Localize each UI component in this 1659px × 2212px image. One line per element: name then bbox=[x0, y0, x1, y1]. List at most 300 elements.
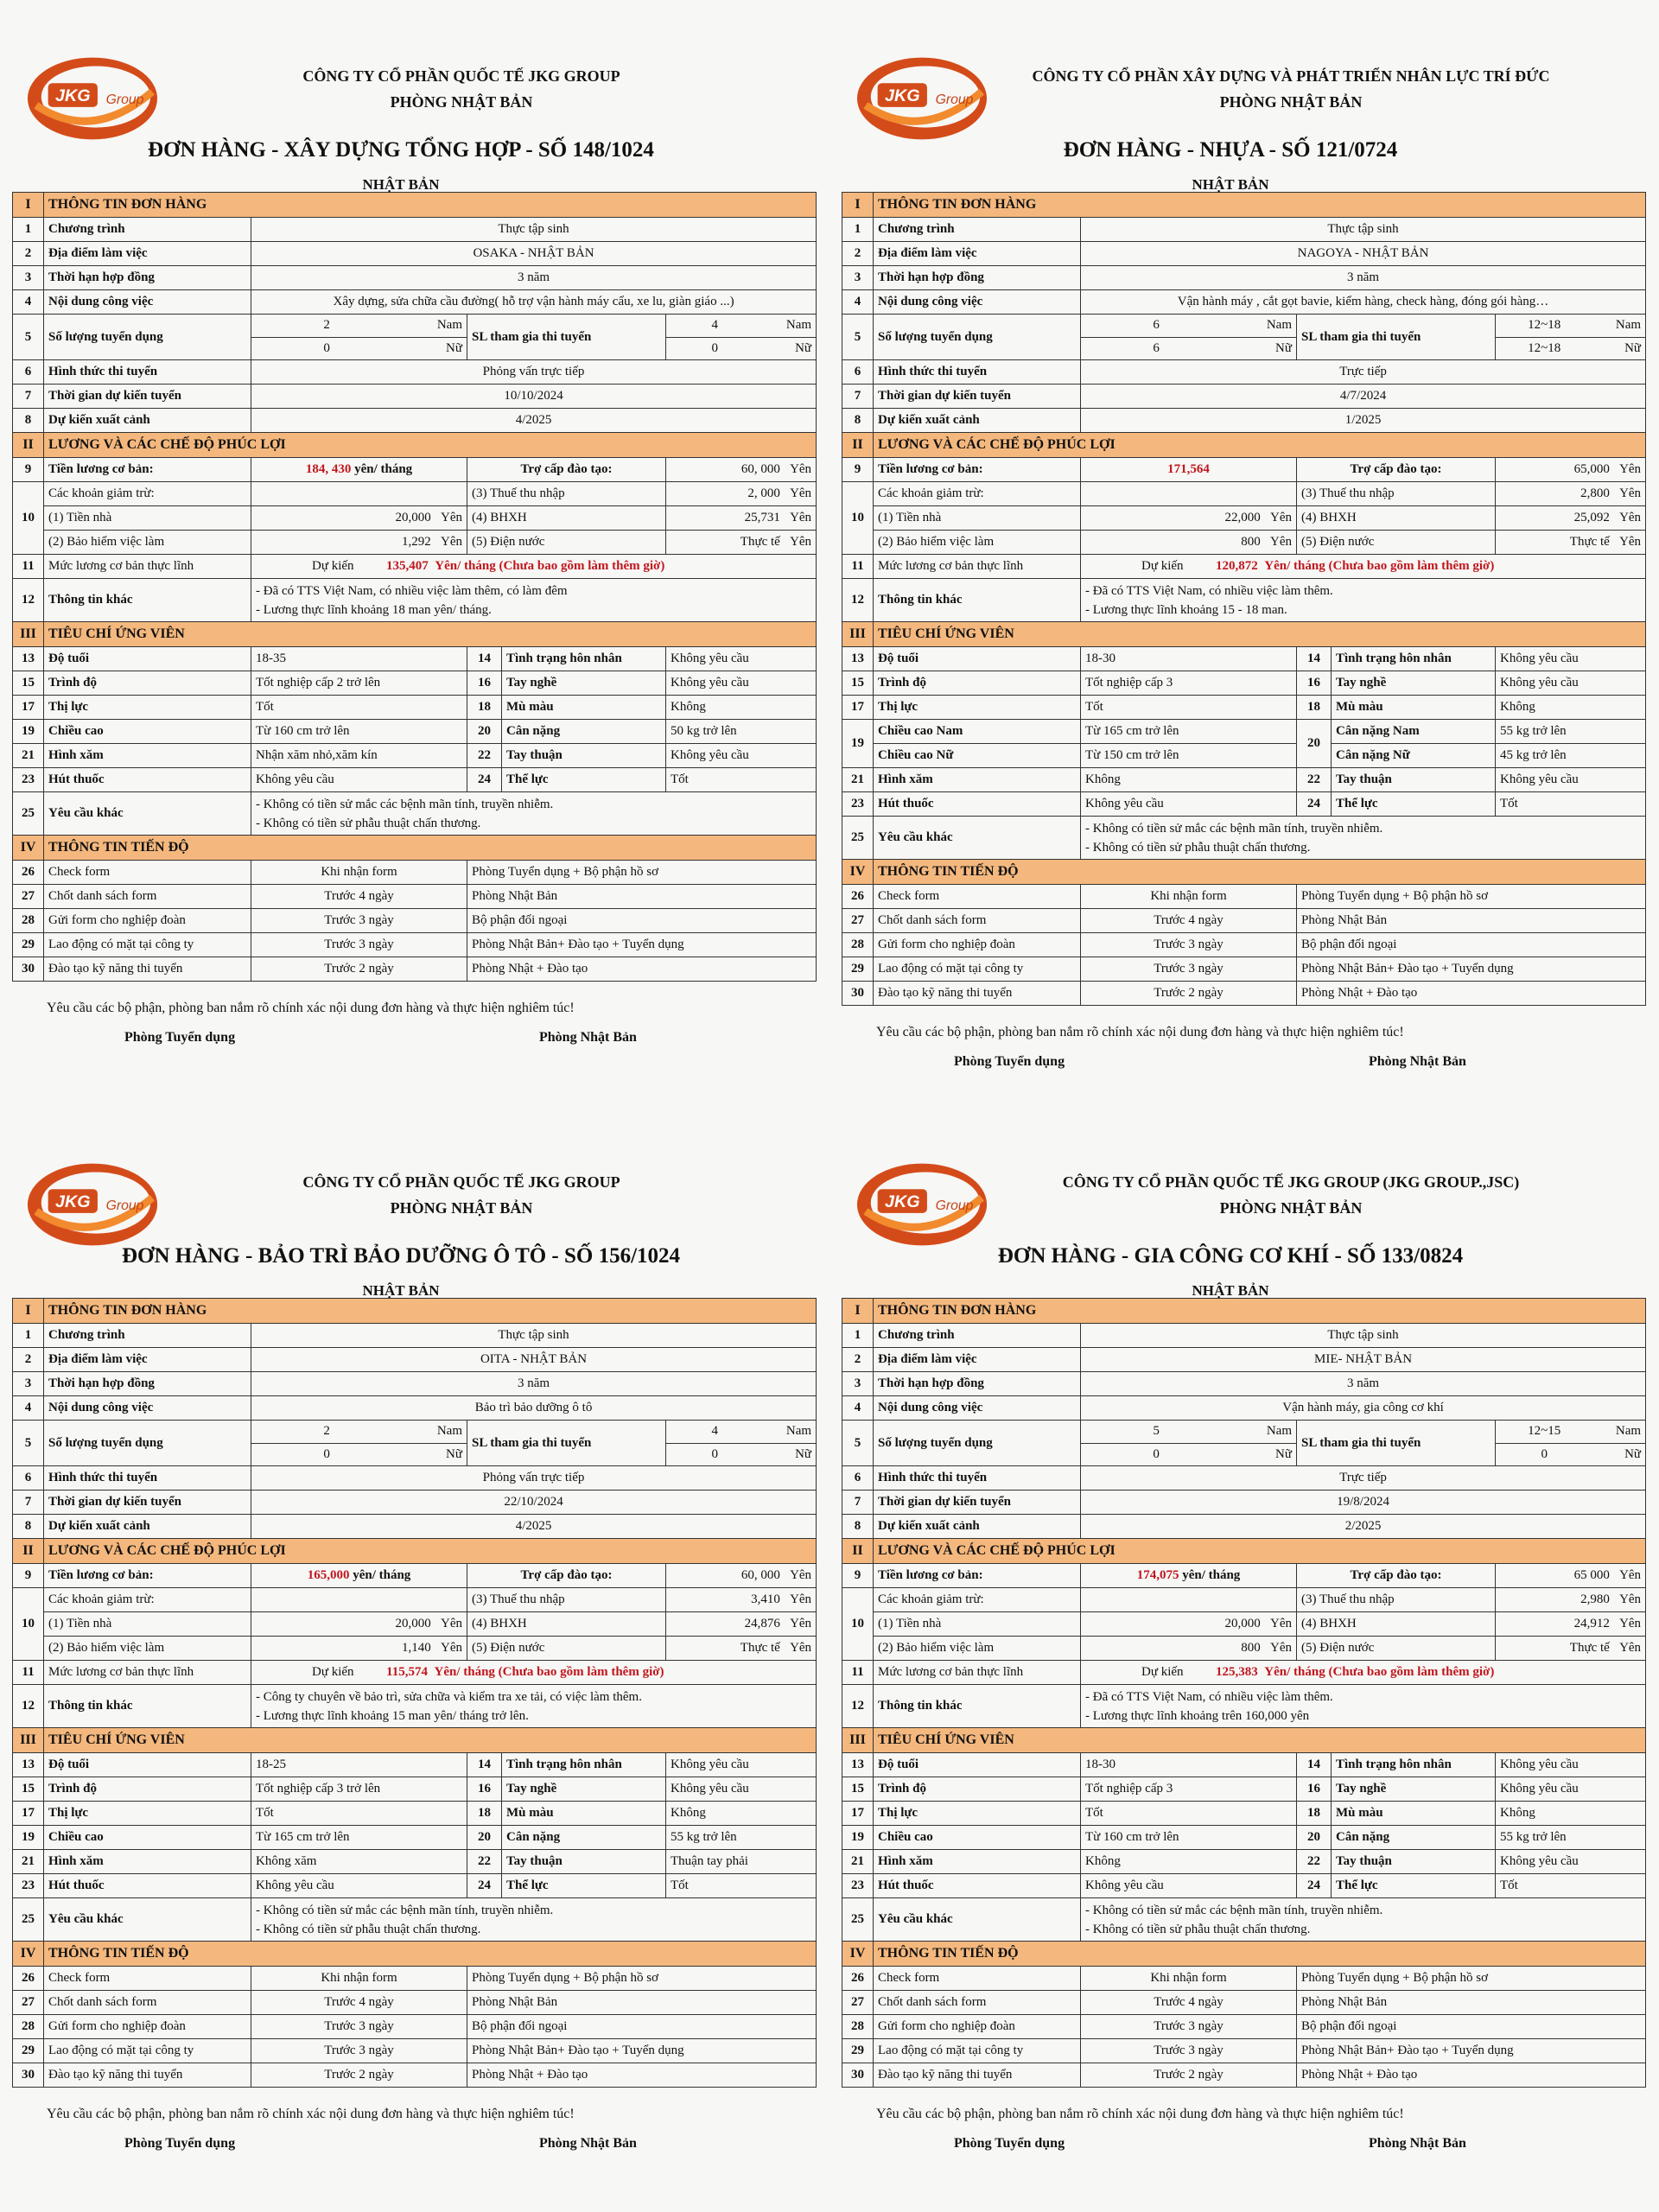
program-value: Thực tập sinh bbox=[251, 1324, 817, 1348]
table-row: 1 Chương trình Thực tập sinh bbox=[842, 218, 1646, 242]
bhxh-value: 25,092 bbox=[1573, 511, 1610, 524]
housing-value: 22,000 bbox=[1224, 511, 1261, 524]
order-sheet bbox=[0, 0, 830, 1106]
progress-dept: Phòng Nhật Bản bbox=[467, 885, 817, 909]
table-row: (1) Tiền nhà 20,000 Yên (4) BHXH 24,912 Yên bbox=[842, 1612, 1646, 1637]
progress-task: Lao động có mặt tại công ty bbox=[44, 933, 251, 957]
table-row: 9 Tiền lương cơ bản: 165,000 yên/ tháng Trợ cấp đào tạo: 60, 000 Yên bbox=[13, 1564, 817, 1588]
japan-dept-signature: Phòng Nhật Bản bbox=[1369, 2136, 1466, 2151]
departure-value: 4/2025 bbox=[251, 409, 817, 433]
signature-block bbox=[842, 1054, 1647, 1089]
contract-value: 3 năm bbox=[1081, 266, 1646, 290]
location-value: OSAKA - NHẬT BẢN bbox=[251, 242, 817, 266]
eyesight-value: Tốt bbox=[251, 696, 467, 720]
progress-time: Trước 2 ngày bbox=[1081, 2063, 1297, 2088]
progress-time: Trước 2 ngày bbox=[251, 2063, 467, 2088]
exam-count: 4 Nam 0 Nữ bbox=[666, 315, 817, 360]
program-value: Thực tập sinh bbox=[1081, 218, 1646, 242]
progress-time: Trước 3 ngày bbox=[251, 909, 467, 933]
fitness-value: Tốt bbox=[1496, 792, 1646, 817]
company-name: CÔNG TY CỔ PHẦN QUỐC TẾ JKG GROUP bbox=[302, 67, 620, 85]
progress-table bbox=[13, 861, 817, 982]
eyesight-value: Tốt bbox=[1081, 696, 1297, 720]
handed-value: Không yêu cầu bbox=[1496, 768, 1646, 792]
table-row: 3 Thời hạn hợp đồng 3 năm bbox=[13, 266, 817, 290]
net-salary-value: 120,872 bbox=[1216, 559, 1258, 573]
requirement-2: - Không có tiền sử phẫu thuật chấn thương. bbox=[1085, 840, 1311, 855]
progress-dept: Phòng Nhật Bản+ Đào tạo + Tuyển dụng bbox=[1297, 957, 1646, 982]
handed-value: Không yêu cầu bbox=[1496, 1850, 1646, 1874]
height-value: Từ 160 cm trở lên bbox=[251, 720, 467, 744]
table-row: 17 Thị lực Tốt 18 Mù màu Không bbox=[842, 696, 1646, 720]
progress-dept: Phòng Nhật Bản+ Đào tạo + Tuyển dụng bbox=[467, 2039, 817, 2063]
section-header: III TIÊU CHÍ ỨNG VIÊN bbox=[13, 1728, 817, 1753]
order-title: ĐƠN HÀNG - GIA CÔNG CƠ KHÍ - SỐ 133/0824 bbox=[997, 1244, 1464, 1268]
table-row: 23 Hút thuốc Không yêu cầu 24 Thể lực Tốt bbox=[13, 768, 817, 792]
progress-time: Khi nhận form bbox=[251, 1967, 467, 1991]
height-value: Từ 165 cm trở lên bbox=[251, 1826, 467, 1850]
utilities-value: Thực tế bbox=[1569, 1641, 1610, 1655]
progress-row bbox=[842, 1991, 1646, 2015]
order-sheet bbox=[0, 1106, 830, 2212]
other-info-1: - Đã có TTS Việt Nam, có nhiều việc làm thêm. bbox=[1085, 583, 1333, 598]
table-row: 8 Dự kiến xuất cảnh 4/2025 bbox=[13, 1515, 817, 1539]
progress-table bbox=[842, 885, 1646, 1006]
section-header: IV THÔNG TIN TIẾN ĐỘ bbox=[842, 1942, 1646, 1967]
order-country: NHẬT BẢN bbox=[362, 176, 440, 193]
progress-task: Lao động có mặt tại công ty bbox=[874, 2039, 1081, 2063]
work-insurance-value: 1,292 bbox=[402, 535, 431, 549]
progress-time: Trước 3 ngày bbox=[1081, 2039, 1297, 2063]
table-row: 11 Mức lương cơ bản thực lĩnh Dự kiến 120,872 Yên/ tháng (Chưa bao gồm làm thêm giờ) bbox=[842, 555, 1646, 579]
marital-value: Không yêu cầu bbox=[1496, 647, 1646, 671]
progress-time: Trước 4 ngày bbox=[1081, 1991, 1297, 2015]
department-name: PHÒNG NHẬT BẢN bbox=[1219, 1199, 1363, 1217]
requirement-1: - Không có tiền sử mắc các bệnh mãn tính, truyền nhiễm. bbox=[1085, 1903, 1383, 1917]
handed-value: Không yêu cầu bbox=[666, 744, 817, 768]
job-value: Bảo trì bảo dưỡng ô tô bbox=[251, 1396, 817, 1421]
age-value: 18-35 bbox=[251, 647, 467, 671]
section-header: III TIÊU CHÍ ỨNG VIÊN bbox=[13, 622, 817, 647]
section-header: IV THÔNG TIN TIẾN ĐỘ bbox=[842, 860, 1646, 885]
salary-value: 165,000 bbox=[307, 1568, 350, 1582]
contract-value: 3 năm bbox=[251, 1372, 817, 1396]
progress-time: Khi nhận form bbox=[1081, 1967, 1297, 1991]
progress-row bbox=[13, 885, 817, 909]
logo-subtext: Group bbox=[105, 92, 144, 107]
table-row: 6 Hình thức thi tuyển Phỏng vấn trực tiếp bbox=[13, 360, 817, 385]
table-row: 9 Tiền lương cơ bản: 171,564 Trợ cấp đào tạo: 65,000 Yên bbox=[842, 458, 1646, 482]
eyesight-value: Tốt bbox=[251, 1802, 467, 1826]
section-header: II LƯƠNG VÀ CÁC CHẾ ĐỘ PHÚC LỢI bbox=[842, 433, 1646, 458]
progress-row bbox=[842, 909, 1646, 933]
recruitment-dept-signature: Phòng Tuyển dụng bbox=[954, 1054, 1065, 1069]
progress-time: Trước 4 ngày bbox=[1081, 909, 1297, 933]
table-row: 4 Nội dung công việc Xây dựng, sửa chữa cầu đường( hỗ trợ vận hành máy cẩu, xe lu, giàn giáo ...) bbox=[13, 290, 817, 315]
handed-value: Thuận tay phải bbox=[666, 1850, 817, 1874]
progress-time: Khi nhận form bbox=[1081, 885, 1297, 909]
table-row: 21 Hình xăm Không xăm 22 Tay thuận Thuận tay phải bbox=[13, 1850, 817, 1874]
table-row: 21 Hình xăm Không 22 Tay thuận Không yêu cầu bbox=[842, 768, 1646, 792]
logo-text: JKG bbox=[884, 1192, 920, 1211]
table-row: 17 Thị lực Tốt 18 Mù màu Không bbox=[13, 696, 817, 720]
section-title: LƯƠNG VÀ CÁC CHẾ ĐỘ PHÚC LỢI bbox=[874, 1539, 1646, 1564]
table-row: 23 Hút thuốc Không yêu cầu 24 Thể lực Tốt bbox=[842, 1874, 1646, 1898]
fitness-value: Tốt bbox=[1496, 1874, 1646, 1898]
requirement-1: - Không có tiền sử mắc các bệnh mãn tính, truyền nhiễm. bbox=[256, 1903, 554, 1917]
progress-time: Trước 3 ngày bbox=[251, 2015, 467, 2039]
recruit-count: 2 Nam 0 Nữ bbox=[251, 1421, 467, 1466]
recruitment-dept-signature: Phòng Tuyển dụng bbox=[124, 2136, 236, 2151]
progress-row bbox=[13, 933, 817, 957]
table-row: 4 Nội dung công việc Vận hành máy , cắt gọt bavie, kiểm hàng, check hàng, đóng gói hàng… bbox=[842, 290, 1646, 315]
section-header: IV THÔNG TIN TIẾN ĐỘ bbox=[13, 836, 817, 861]
table-row: 13 Độ tuổi 18-35 14 Tình trạng hôn nhân Không yêu cầu bbox=[13, 647, 817, 671]
table-row: 2 Địa điểm làm việc NAGOYA - NHẬT BẢN bbox=[842, 242, 1646, 266]
table-row: 2 Địa điểm làm việc OSAKA - NHẬT BẢN bbox=[13, 242, 817, 266]
progress-no: 27 bbox=[13, 885, 44, 909]
table-row: 21 Hình xăm Không 22 Tay thuận Không yêu cầu bbox=[842, 1850, 1646, 1874]
order-title: ĐƠN HÀNG - BẢO TRÌ BẢO DƯỠNG Ô TÔ - SỐ 156/1024 bbox=[121, 1244, 681, 1268]
recruit-count: 6 Nam 6 Nữ bbox=[1081, 315, 1297, 360]
table-row: 17 Thị lực Tốt 18 Mù màu Không bbox=[842, 1802, 1646, 1826]
other-info-2: - Lương thực lĩnh khoảng 18 man yên/ tháng. bbox=[256, 602, 492, 617]
table-row: (2) Bảo hiểm việc làm 800 Yên (5) Điện nước Thực tế Yên bbox=[842, 531, 1646, 555]
table-row: 3 Thời hạn hợp đồng 3 năm bbox=[842, 266, 1646, 290]
sheet-header bbox=[12, 1106, 817, 1298]
logo-subtext: Group bbox=[935, 92, 974, 107]
weight-value: 55 kg trở lên bbox=[1496, 1826, 1646, 1850]
table-row: 11 Mức lương cơ bản thực lĩnh Dự kiến 115,574 Yên/ tháng (Chưa bao gồm làm thêm giờ) bbox=[13, 1661, 817, 1685]
table-row: 12 Thông tin khác - Đã có TTS Việt Nam, có nhiều việc làm thêm. - Lương thực lĩnh khoảng 15 - 18 man. bbox=[842, 579, 1646, 622]
exam-date-value: 19/8/2024 bbox=[1081, 1491, 1646, 1515]
progress-task: Chốt danh sách form bbox=[874, 1991, 1081, 2015]
age-value: 18-25 bbox=[251, 1753, 467, 1777]
jkg-logo bbox=[24, 1160, 161, 1249]
smoking-value: Không yêu cầu bbox=[1081, 1874, 1297, 1898]
logo-text: JKG bbox=[884, 86, 920, 105]
other-info-1: - Đã có TTS Việt Nam, có nhiều việc làm thêm, có làm đêm bbox=[256, 583, 568, 598]
section-title: LƯƠNG VÀ CÁC CHẾ ĐỘ PHÚC LỢI bbox=[44, 433, 817, 458]
exam-form-value: Trực tiếp bbox=[1081, 1466, 1646, 1491]
age-value: 18-30 bbox=[1081, 1753, 1297, 1777]
japan-dept-signature: Phòng Nhật Bản bbox=[539, 1030, 637, 1045]
program-value: Thực tập sinh bbox=[1081, 1324, 1646, 1348]
housing-value: 20,000 bbox=[1224, 1617, 1261, 1630]
progress-row bbox=[842, 885, 1646, 909]
net-salary-value: 125,383 bbox=[1216, 1665, 1258, 1679]
progress-no: 30 bbox=[842, 2063, 874, 2088]
instruction-note: Yêu cầu các bộ phận, phòng ban nắm rõ chính xác nội dung đơn hàng và thực hiện nghiêm túc! bbox=[47, 2107, 575, 2121]
progress-row bbox=[842, 2063, 1646, 2088]
progress-dept: Phòng Nhật + Đào tạo bbox=[467, 2063, 817, 2088]
table-row: 25 Yêu cầu khác - Không có tiền sử mắc các bệnh mãn tính, truyền nhiễm. - Không có tiền sử phẫu thuật chấn thương. bbox=[13, 1898, 817, 1942]
departure-value: 2/2025 bbox=[1081, 1515, 1646, 1539]
progress-table bbox=[842, 1967, 1646, 2088]
recruit-count: 2 Nam 0 Nữ bbox=[251, 315, 467, 360]
section-title: THÔNG TIN ĐƠN HÀNG bbox=[874, 193, 1646, 218]
fitness-value: Tốt bbox=[666, 1874, 817, 1898]
table-row: 19 Chiều cao Từ 165 cm trở lên 20 Cân nặng 55 kg trở lên bbox=[13, 1826, 817, 1850]
section-header: II LƯƠNG VÀ CÁC CHẾ ĐỘ PHÚC LỢI bbox=[13, 1539, 817, 1564]
jkg-logo bbox=[854, 54, 990, 143]
progress-row bbox=[842, 2015, 1646, 2039]
utilities-value: Thực tế bbox=[1569, 535, 1610, 549]
progress-task: Chốt danh sách form bbox=[44, 885, 251, 909]
tattoo-value: Nhận xăm nhỏ,xăm kín bbox=[251, 744, 467, 768]
progress-time: Trước 3 ngày bbox=[251, 933, 467, 957]
logo-text: JKG bbox=[54, 1192, 91, 1211]
height-female-value: Từ 150 cm trở lên bbox=[1081, 744, 1297, 768]
table-row: 10 Các khoản giảm trừ: (3) Thuế thu nhập 3,410 Yên bbox=[13, 1588, 817, 1612]
exam-date-value: 4/7/2024 bbox=[1081, 385, 1646, 409]
progress-task: Check form bbox=[44, 1967, 251, 1991]
section-header: III TIÊU CHÍ ỨNG VIÊN bbox=[842, 622, 1646, 647]
skill-value: Không yêu cầu bbox=[666, 1777, 817, 1802]
smoking-value: Không yêu cầu bbox=[251, 1874, 467, 1898]
other-info-2: - Lương thực lĩnh khoảng trên 160,000 yên bbox=[1085, 1708, 1310, 1723]
table-row: 10 Các khoản giảm trừ: (3) Thuế thu nhập 2,800 Yên bbox=[842, 482, 1646, 506]
progress-dept: Phòng Tuyển dụng + Bộ phận hồ sơ bbox=[467, 861, 817, 885]
order-sheet bbox=[830, 0, 1659, 1106]
tax-value: 2,980 bbox=[1580, 1592, 1610, 1606]
weight-female-value: 45 kg trở lên bbox=[1496, 744, 1646, 768]
section-title: TIÊU CHÍ ỨNG VIÊN bbox=[44, 1728, 817, 1753]
table-row: 19 Chiều cao Nam Từ 165 cm trở lên 20 Cân nặng Nam 55 kg trở lên bbox=[842, 720, 1646, 744]
progress-task: Lao động có mặt tại công ty bbox=[44, 2039, 251, 2063]
progress-task: Check form bbox=[44, 861, 251, 885]
progress-task: Gửi form cho nghiệp đoàn bbox=[874, 933, 1081, 957]
progress-no: 30 bbox=[13, 957, 44, 982]
tax-value: 2, 000 bbox=[747, 486, 780, 500]
requirement-1: - Không có tiền sử mắc các bệnh mãn tính, truyền nhiễm. bbox=[1085, 821, 1383, 836]
progress-table bbox=[13, 1967, 817, 2088]
sheet-header bbox=[842, 1106, 1647, 1298]
table-row: 2 Địa điểm làm việc OITA - NHẬT BẢN bbox=[13, 1348, 817, 1372]
table-row: 5 Số lượng tuyển dụng 2 Nam 0 Nữ SL tham gia thi tuyển 4 Nam 0 Nữ bbox=[13, 1421, 817, 1466]
table-row: 23 Hút thuốc Không yêu cầu 24 Thể lực Tốt bbox=[842, 792, 1646, 817]
section-title: LƯƠNG VÀ CÁC CHẾ ĐỘ PHÚC LỢI bbox=[44, 1539, 817, 1564]
table-row: 7 Thời gian dự kiến tuyển 19/8/2024 bbox=[842, 1491, 1646, 1515]
progress-dept: Phòng Nhật Bản bbox=[1297, 1991, 1646, 2015]
bhxh-value: 24,912 bbox=[1573, 1617, 1610, 1630]
progress-dept: Bộ phận đối ngoại bbox=[1297, 933, 1646, 957]
housing-value: 20,000 bbox=[395, 1617, 431, 1630]
table-row: 6 Hình thức thi tuyển Phỏng vấn trực tiếp bbox=[13, 1466, 817, 1491]
work-insurance-value: 800 bbox=[1241, 1641, 1261, 1655]
table-row: 1 Chương trình Thực tập sinh bbox=[13, 1324, 817, 1348]
section-header: I THÔNG TIN ĐƠN HÀNG bbox=[13, 1299, 817, 1324]
exam-date-value: 22/10/2024 bbox=[251, 1491, 817, 1515]
contract-value: 3 năm bbox=[1081, 1372, 1646, 1396]
progress-time: Trước 2 ngày bbox=[1081, 982, 1297, 1006]
weight-value: 50 kg trở lên bbox=[666, 720, 817, 744]
progress-no: 27 bbox=[13, 1991, 44, 2015]
table-row: 7 Thời gian dự kiến tuyển 22/10/2024 bbox=[13, 1491, 817, 1515]
table-row: 1 Chương trình Thực tập sinh bbox=[842, 1324, 1646, 1348]
progress-row bbox=[13, 909, 817, 933]
exam-form-value: Trực tiếp bbox=[1081, 360, 1646, 385]
table-row: 12 Thông tin khác - Công ty chuyên về bảo trì, sửa chữa và kiểm tra xe tải, có việc làm thêm. - Lương thực lĩnh khoảng 15 man yên/ tháng trở lên. bbox=[13, 1685, 817, 1728]
order-title: ĐƠN HÀNG - XÂY DỰNG TỔNG HỢP - SỐ 148/1024 bbox=[148, 138, 654, 162]
table-row: 11 Mức lương cơ bản thực lĩnh Dự kiến 135,407 Yên/ tháng (Chưa bao gồm làm thêm giờ) bbox=[13, 555, 817, 579]
table-row: 3 Thời hạn hợp đồng 3 năm bbox=[13, 1372, 817, 1396]
other-info-1: - Công ty chuyên về bảo trì, sửa chữa và kiểm tra xe tải, có việc làm thêm. bbox=[256, 1689, 642, 1704]
table-row: 6 Hình thức thi tuyển Trực tiếp bbox=[842, 1466, 1646, 1491]
exam-count: 12~18 Nam 12~18 Nữ bbox=[1496, 315, 1646, 360]
progress-time: Trước 4 ngày bbox=[251, 1991, 467, 2015]
tattoo-value: Không xăm bbox=[251, 1850, 467, 1874]
progress-time: Khi nhận form bbox=[251, 861, 467, 885]
smoking-value: Không yêu cầu bbox=[1081, 792, 1297, 817]
progress-dept: Phòng Nhật + Đào tạo bbox=[1297, 982, 1646, 1006]
progress-task: Chốt danh sách form bbox=[874, 909, 1081, 933]
table-row: 21 Hình xăm Nhận xăm nhỏ,xăm kín 22 Tay thuận Không yêu cầu bbox=[13, 744, 817, 768]
progress-no: 27 bbox=[842, 1991, 874, 2015]
signature-block bbox=[12, 2136, 817, 2171]
salary-value: 174,075 bbox=[1136, 1568, 1179, 1582]
table-row: 8 Dự kiến xuất cảnh 1/2025 bbox=[842, 409, 1646, 433]
section-title: THÔNG TIN TIẾN ĐỘ bbox=[44, 836, 817, 861]
requirement-2: - Không có tiền sử phẫu thuật chấn thương. bbox=[1085, 1922, 1311, 1936]
order-sheet bbox=[830, 1106, 1659, 2212]
progress-dept: Phòng Tuyển dụng + Bộ phận hồ sơ bbox=[467, 1967, 817, 1991]
progress-task: Gửi form cho nghiệp đoàn bbox=[44, 909, 251, 933]
table-row: 11 Mức lương cơ bản thực lĩnh Dự kiến 125,383 Yên/ tháng (Chưa bao gồm làm thêm giờ) bbox=[842, 1661, 1646, 1685]
table-row: 2 Địa điểm làm việc MIE- NHẬT BẢN bbox=[842, 1348, 1646, 1372]
marital-value: Không yêu cầu bbox=[1496, 1753, 1646, 1777]
progress-row bbox=[13, 1991, 817, 2015]
jkg-logo bbox=[854, 1160, 990, 1249]
progress-task: Gửi form cho nghiệp đoàn bbox=[44, 2015, 251, 2039]
colorblind-value: Không bbox=[1496, 696, 1646, 720]
eyesight-value: Tốt bbox=[1081, 1802, 1297, 1826]
progress-dept: Phòng Nhật Bản+ Đào tạo + Tuyển dụng bbox=[1297, 2039, 1646, 2063]
progress-dept: Phòng Tuyển dụng + Bộ phận hồ sơ bbox=[1297, 885, 1646, 909]
table-row: 13 Độ tuổi 18-30 14 Tình trạng hôn nhân Không yêu cầu bbox=[842, 1753, 1646, 1777]
order-country: NHẬT BẢN bbox=[1192, 176, 1269, 193]
recruitment-dept-signature: Phòng Tuyển dụng bbox=[124, 1030, 236, 1045]
progress-task: Đào tạo kỹ năng thi tuyển bbox=[874, 2063, 1081, 2088]
company-name: CÔNG TY CỔ PHẦN QUỐC TẾ JKG GROUP bbox=[302, 1173, 620, 1191]
progress-task: Check form bbox=[874, 885, 1081, 909]
progress-row bbox=[13, 2039, 817, 2063]
progress-no: 26 bbox=[842, 885, 874, 909]
progress-task: Chốt danh sách form bbox=[44, 1991, 251, 2015]
height-value: Từ 160 cm trở lên bbox=[1081, 1826, 1297, 1850]
section-header: II LƯƠNG VÀ CÁC CHẾ ĐỘ PHÚC LỢI bbox=[842, 1539, 1646, 1564]
tax-value: 2,800 bbox=[1580, 486, 1610, 500]
section-header: IV THÔNG TIN TIẾN ĐỘ bbox=[13, 1942, 817, 1967]
progress-time: Trước 3 ngày bbox=[1081, 2015, 1297, 2039]
section-title: THÔNG TIN TIẾN ĐỘ bbox=[874, 1942, 1646, 1967]
education-value: Tốt nghiệp cấp 3 bbox=[1081, 671, 1297, 696]
department-name: PHÒNG NHẬT BẢN bbox=[390, 93, 533, 111]
progress-row bbox=[842, 1967, 1646, 1991]
weight-male-value: 55 kg trở lên bbox=[1496, 720, 1646, 744]
table-row: Chiều cao Nữ Từ 150 cm trở lên Cân nặng Nữ 45 kg trở lên bbox=[842, 744, 1646, 768]
section-title: TIÊU CHÍ ỨNG VIÊN bbox=[44, 622, 817, 647]
progress-dept: Phòng Nhật + Đào tạo bbox=[1297, 2063, 1646, 2088]
departure-value: 4/2025 bbox=[251, 1515, 817, 1539]
table-row: (1) Tiền nhà 20,000 Yên (4) BHXH 24,876 Yên bbox=[13, 1612, 817, 1637]
exam-form-value: Phỏng vấn trực tiếp bbox=[251, 1466, 817, 1491]
department-name: PHÒNG NHẬT BẢN bbox=[1219, 93, 1363, 111]
progress-no: 29 bbox=[842, 957, 874, 982]
progress-dept: Phòng Nhật Bản bbox=[467, 1991, 817, 2015]
section-header: I THÔNG TIN ĐƠN HÀNG bbox=[842, 193, 1646, 218]
order-title: ĐƠN HÀNG - NHỰA - SỐ 121/0724 bbox=[1063, 138, 1398, 162]
tax-value: 3,410 bbox=[751, 1592, 780, 1606]
colorblind-value: Không bbox=[666, 696, 817, 720]
table-row: 8 Dự kiến xuất cảnh 2/2025 bbox=[842, 1515, 1646, 1539]
progress-row bbox=[13, 861, 817, 885]
section-title: LƯƠNG VÀ CÁC CHẾ ĐỘ PHÚC LỢI bbox=[874, 433, 1646, 458]
age-value: 18-30 bbox=[1081, 647, 1297, 671]
section-title: THÔNG TIN ĐƠN HÀNG bbox=[44, 193, 817, 218]
section-title: THÔNG TIN TIẾN ĐỘ bbox=[874, 860, 1646, 885]
progress-no: 26 bbox=[13, 1967, 44, 1991]
job-value: Xây dựng, sửa chữa cầu đường( hỗ trợ vận hành máy cẩu, xe lu, giàn giáo ...) bbox=[251, 290, 817, 315]
table-row: 13 Độ tuổi 18-25 14 Tình trạng hôn nhân Không yêu cầu bbox=[13, 1753, 817, 1777]
section-title: TIÊU CHÍ ỨNG VIÊN bbox=[874, 1728, 1646, 1753]
progress-row bbox=[842, 982, 1646, 1006]
exam-date-value: 10/10/2024 bbox=[251, 385, 817, 409]
bhxh-value: 25,731 bbox=[744, 511, 780, 524]
smoking-value: Không yêu cầu bbox=[251, 768, 467, 792]
table-row: 23 Hút thuốc Không yêu cầu 24 Thể lực Tốt bbox=[13, 1874, 817, 1898]
progress-dept: Phòng Nhật Bản bbox=[1297, 909, 1646, 933]
table-row: 7 Thời gian dự kiến tuyển 4/7/2024 bbox=[842, 385, 1646, 409]
progress-dept: Bộ phận đối ngoại bbox=[467, 909, 817, 933]
sheet-header bbox=[12, 0, 817, 192]
other-info-2: - Lương thực lĩnh khoảng 15 - 18 man. bbox=[1085, 602, 1287, 617]
sheet-header bbox=[842, 0, 1647, 192]
table-row: 9 Tiền lương cơ bản: 184, 430 yên/ tháng Trợ cấp đào tạo: 60, 000 Yên bbox=[13, 458, 817, 482]
height-male-value: Từ 165 cm trở lên bbox=[1081, 720, 1297, 744]
instruction-note: Yêu cầu các bộ phận, phòng ban nắm rõ chính xác nội dung đơn hàng và thực hiện nghiêm túc! bbox=[876, 1025, 1404, 1039]
progress-task: Lao động có mặt tại công ty bbox=[874, 957, 1081, 982]
section-title: THÔNG TIN ĐƠN HÀNG bbox=[874, 1299, 1646, 1324]
progress-row bbox=[13, 957, 817, 982]
progress-no: 29 bbox=[842, 2039, 874, 2063]
education-value: Tốt nghiệp cấp 3 trở lên bbox=[251, 1777, 467, 1802]
table-row: 25 Yêu cầu khác - Không có tiền sử mắc các bệnh mãn tính, truyền nhiễm. - Không có tiền sử phẫu thuật chấn thương. bbox=[842, 817, 1646, 860]
marital-value: Không yêu cầu bbox=[666, 1753, 817, 1777]
section-title: TIÊU CHÍ ỨNG VIÊN bbox=[874, 622, 1646, 647]
location-value: NAGOYA - NHẬT BẢN bbox=[1081, 242, 1646, 266]
training-value: 65,000 bbox=[1573, 462, 1610, 476]
table-row: 15 Trình độ Tốt nghiệp cấp 2 trở lên 16 Tay nghề Không yêu cầu bbox=[13, 671, 817, 696]
contract-value: 3 năm bbox=[251, 266, 817, 290]
company-name: CÔNG TY CỔ PHẦN XÂY DỰNG VÀ PHÁT TRIỂN NHÂN LỰC TRÍ ĐỨC bbox=[1032, 67, 1550, 85]
tattoo-value: Không bbox=[1081, 768, 1297, 792]
progress-time: Trước 3 ngày bbox=[1081, 933, 1297, 957]
fitness-value: Tốt bbox=[666, 768, 817, 792]
progress-time: Trước 4 ngày bbox=[251, 885, 467, 909]
requirement-2: - Không có tiền sử phẫu thuật chấn thương. bbox=[256, 1922, 481, 1936]
progress-no: 30 bbox=[842, 982, 874, 1006]
progress-no: 28 bbox=[13, 909, 44, 933]
progress-dept: Phòng Tuyển dụng + Bộ phận hồ sơ bbox=[1297, 1967, 1646, 1991]
logo-text: JKG bbox=[54, 86, 91, 105]
table-row: 13 Độ tuổi 18-30 14 Tình trạng hôn nhân Không yêu cầu bbox=[842, 647, 1646, 671]
work-insurance-value: 800 bbox=[1241, 535, 1261, 549]
section-header: I THÔNG TIN ĐƠN HÀNG bbox=[13, 193, 817, 218]
exam-count: 12~15 Nam 0 Nữ bbox=[1496, 1421, 1646, 1466]
table-row: 9 Tiền lương cơ bản: 174,075 yên/ tháng Trợ cấp đào tạo: 65 000 Yên bbox=[842, 1564, 1646, 1588]
table-row: 6 Hình thức thi tuyển Trực tiếp bbox=[842, 360, 1646, 385]
